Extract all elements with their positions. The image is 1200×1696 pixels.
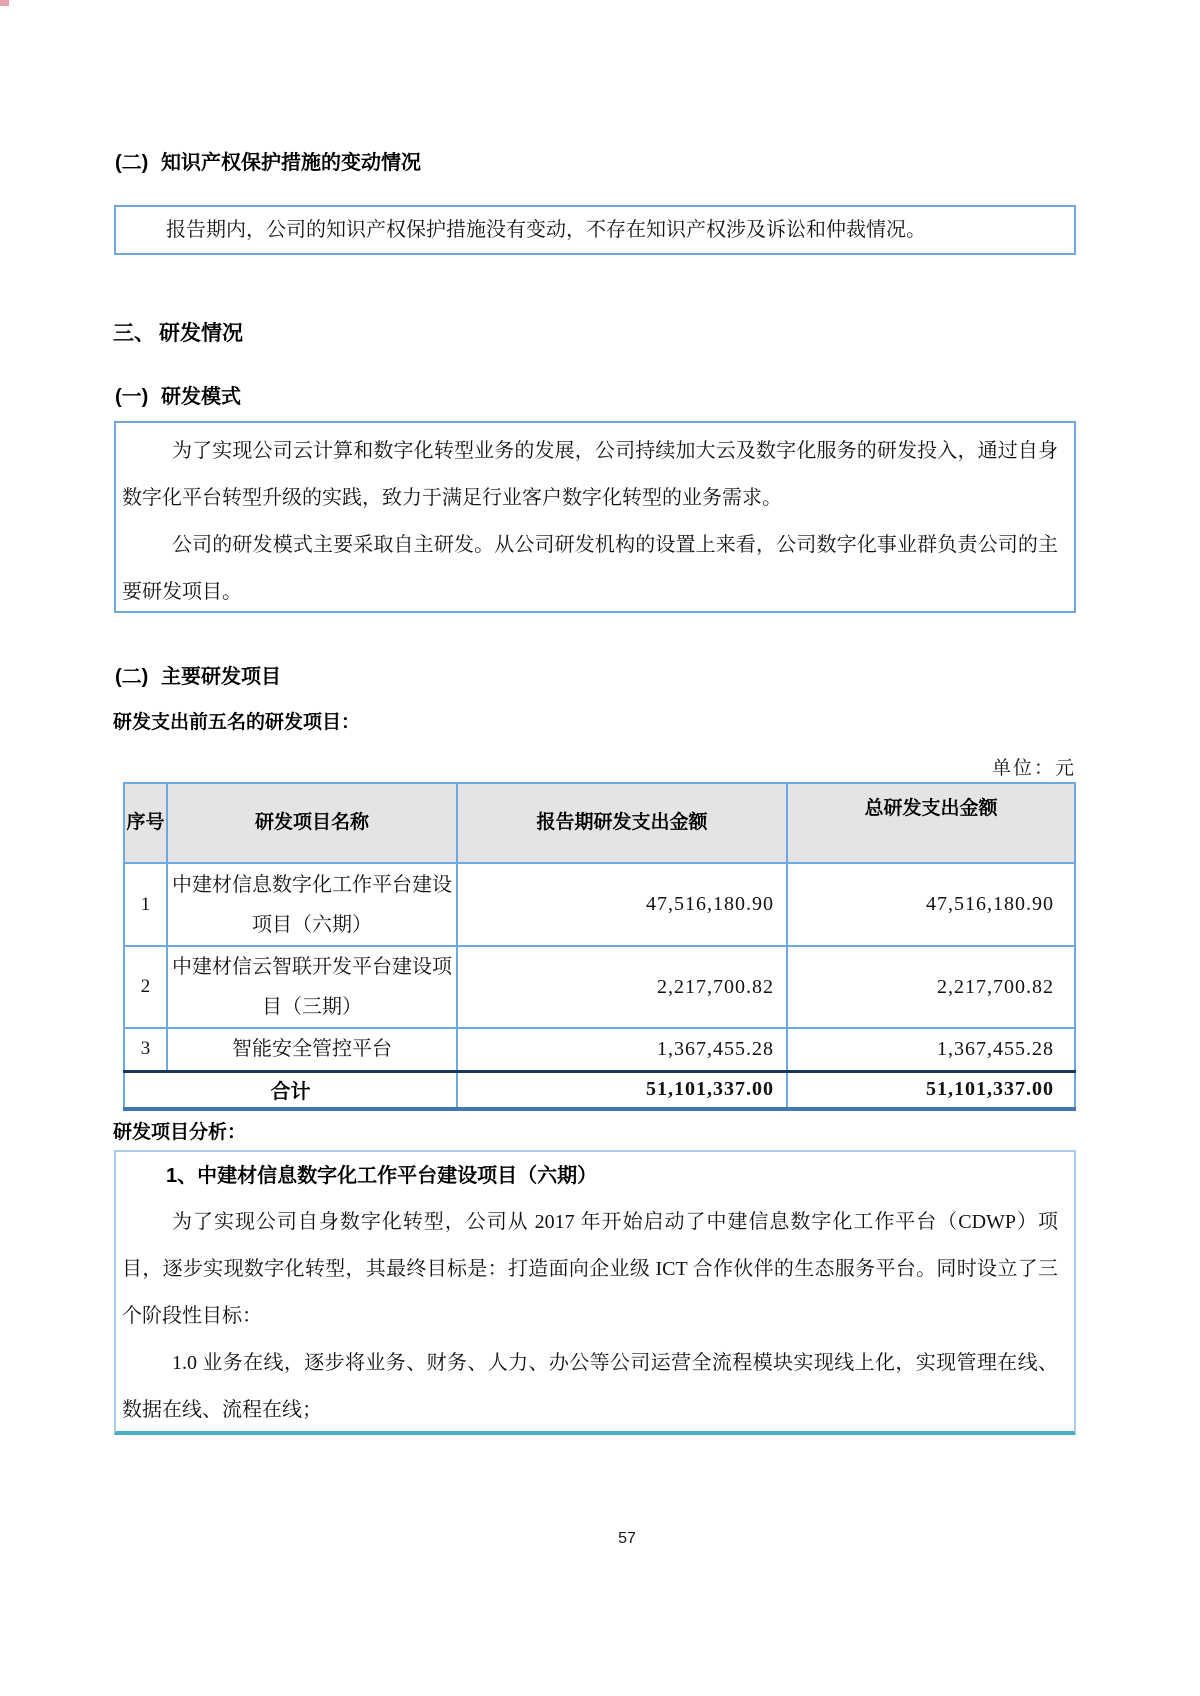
analysis-paragraph-2: 1.0 业务在线，逐步将业务、财务、人力、办公等公司运营全流程模块实现线上化，实现管理在线、数据在线、流程在线； <box>122 1352 1058 1421</box>
section-number: 三、 <box>113 322 155 345</box>
unit-label: 单位：元 <box>991 758 1076 779</box>
corner-stamp-mark <box>0 0 9 6</box>
cell-total-amount: 2,217,700.82 <box>787 946 1075 1028</box>
top5-projects-label: 研发支出前五名的研发项目： <box>113 712 361 733</box>
rd-mode-paragraph-2: 公司的研发模式主要采取自主研发。从公司研发机构的设置上来看，公司数字化事业群负责公司的主要研发项目。 <box>122 534 1058 603</box>
section-heading-rd <box>113 321 243 347</box>
analysis-label: 研发项目分析： <box>113 1122 247 1143</box>
cell-row-no: 1 <box>124 863 167 946</box>
analysis-project-heading: 1、中建材信息数字化工作平台建设项目（六期） <box>166 1165 598 1187</box>
cell-row-no: 2 <box>124 946 167 1028</box>
table-row <box>124 863 1075 946</box>
subsection-heading-rd-projects <box>115 664 281 690</box>
analysis-textbox <box>114 1150 1076 1435</box>
analysis-paragraph-1: 为了实现公司自身数字化转型，公司从 2017 年开始启动了中建信息数字化工作平台（CDWP）项目，逐步实现数字化转型，其最终目标是：打造面向企业级 ICT 合作伙伴的生态服务平台。同时设立了三个阶段性目标： <box>122 1211 1058 1327</box>
cell-period-amount: 47,516,180.90 <box>457 863 787 946</box>
cell-project-name: 中建材信息数字化工作平台建设项目（六期） <box>167 863 457 946</box>
cell-total-total-amount: 51,101,337.00 <box>787 1071 1075 1109</box>
page-number: 57 <box>618 1530 636 1547</box>
section-number: (一) <box>115 386 149 408</box>
section-number: (二) <box>115 666 149 688</box>
table-row <box>124 946 1075 1028</box>
rd-projects-table <box>123 782 1076 1111</box>
ip-protection-paragraph: 报告期内，公司的知识产权保护措施没有变动，不存在知识产权涉及诉讼和仲裁情况。 <box>166 219 926 241</box>
rd-mode-paragraph-1: 为了实现公司云计算和数字化转型业务的发展，公司持续加大云及数字化服务的研发投入，通过自身数字化平台转型升级的实践，致力于满足行业客户数字化转型的业务需求。 <box>122 440 1058 509</box>
cell-total-amount: 1,367,455.28 <box>787 1028 1075 1071</box>
section-title: 知识产权保护措施的变动情况 <box>161 152 421 174</box>
cell-row-no: 3 <box>124 1028 167 1071</box>
cell-period-amount: 1,367,455.28 <box>457 1028 787 1071</box>
section-title: 研发情况 <box>159 322 243 345</box>
cell-period-amount: 2,217,700.82 <box>457 946 787 1028</box>
section-title: 研发模式 <box>161 386 241 408</box>
subsection-heading-rd-mode <box>115 384 241 410</box>
col-header-total-amount: 总研发支出金额 <box>787 783 1075 863</box>
section-heading-ip-protection <box>115 150 421 176</box>
section-title: 主要研发项目 <box>161 666 281 688</box>
col-header-period-amount: 报告期研发支出金额 <box>457 783 787 863</box>
cell-total-label: 合计 <box>124 1071 457 1109</box>
cell-total-amount: 47,516,180.90 <box>787 863 1075 946</box>
table-row <box>124 1028 1075 1071</box>
cell-project-name: 中建材信云智联开发平台建设项目（三期） <box>167 946 457 1028</box>
table-header-row <box>124 783 1075 863</box>
section-number: (二) <box>115 152 149 174</box>
table-total-row <box>124 1071 1075 1109</box>
ip-protection-textbox <box>114 205 1076 255</box>
cell-project-name: 智能安全管控平台 <box>167 1028 457 1071</box>
col-header-project-name: 研发项目名称 <box>167 783 457 863</box>
col-header-no: 序号 <box>124 783 167 863</box>
rd-mode-textbox <box>114 421 1076 613</box>
cell-total-period-amount: 51,101,337.00 <box>457 1071 787 1109</box>
